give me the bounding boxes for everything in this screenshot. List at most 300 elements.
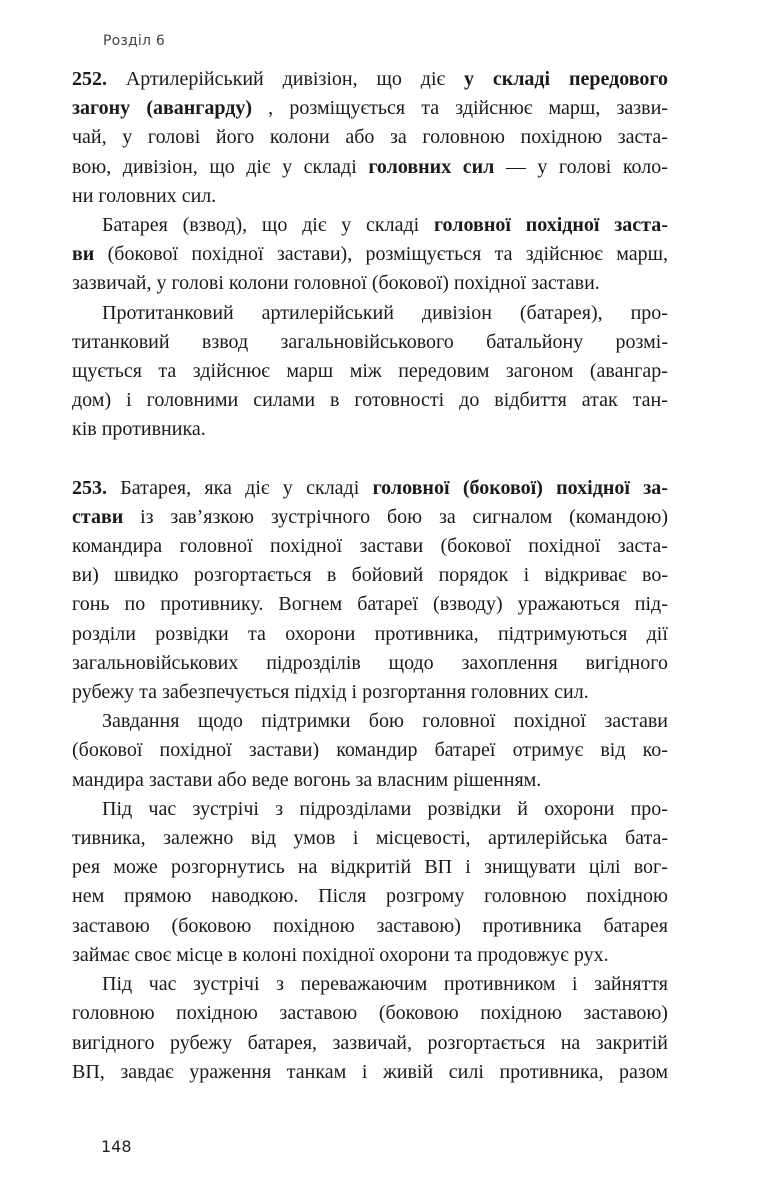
text-line	[72, 970, 668, 999]
word: похідної	[528, 535, 601, 558]
word: противника,	[499, 1060, 604, 1083]
word: наводкою.	[211, 885, 299, 908]
word: бою	[387, 505, 423, 528]
word: похідної	[453, 272, 532, 295]
word: похідної	[159, 739, 232, 762]
word: батарея	[603, 914, 668, 937]
word: здійснює	[192, 360, 270, 383]
word: дивізіон,	[282, 68, 358, 90]
word: (боковою	[171, 914, 252, 937]
word: ви)	[72, 564, 99, 587]
text-line	[72, 999, 668, 1028]
word: та	[494, 243, 513, 266]
word: силі	[448, 1060, 484, 1083]
word: заста-	[617, 535, 668, 558]
word: щується	[72, 360, 142, 383]
word: чай,	[72, 126, 107, 149]
word: батарея,	[247, 1031, 318, 1054]
word: голові	[558, 155, 612, 178]
word: що	[261, 214, 288, 237]
word: ВП	[424, 856, 453, 879]
word: ураження	[189, 1060, 272, 1083]
word: загону	[72, 97, 131, 120]
text-line	[72, 123, 668, 152]
word: і	[523, 564, 530, 587]
word: та	[158, 360, 177, 383]
word: або	[345, 126, 375, 149]
word: загоном	[505, 360, 574, 383]
paragraph	[72, 65, 668, 211]
text-line	[72, 211, 668, 240]
word: у	[463, 68, 474, 90]
word: Батарея	[102, 214, 168, 237]
word: і	[572, 973, 578, 996]
word: діє	[245, 476, 270, 499]
word: Артилерійський	[125, 68, 264, 90]
word: силами	[253, 389, 316, 412]
word: в	[330, 389, 340, 412]
word: (бокової	[72, 739, 143, 762]
text-line	[72, 357, 668, 386]
word: вогонь	[293, 768, 356, 791]
word: може	[113, 856, 158, 879]
word: головної	[422, 710, 496, 733]
text-line	[72, 649, 668, 678]
word: во-	[642, 564, 668, 587]
word: завдає	[120, 1060, 174, 1083]
word: й	[517, 797, 528, 820]
word: до	[459, 389, 480, 412]
word: отримує	[512, 739, 584, 762]
word: заста-	[617, 126, 668, 149]
word: противника	[482, 914, 582, 937]
running-head: Розділ 6	[103, 33, 165, 49]
word: і	[352, 827, 359, 850]
word: зазви-	[616, 97, 668, 120]
text-line	[72, 299, 668, 328]
word: в	[326, 564, 337, 587]
word: титанковий	[72, 330, 170, 353]
word: та	[421, 97, 440, 120]
word: розмі-	[615, 330, 668, 353]
text-line	[72, 912, 668, 941]
word: противником	[443, 973, 556, 996]
word: (авангарду)	[146, 97, 253, 120]
word: діє	[246, 155, 271, 178]
word: марш	[286, 360, 334, 383]
word: передовим	[398, 360, 490, 383]
word: та	[139, 681, 162, 704]
word: розміщується	[365, 243, 482, 266]
text-line	[72, 736, 668, 765]
word: Батарея,	[120, 476, 192, 499]
word: головних	[470, 681, 555, 704]
text-line	[72, 474, 668, 503]
paragraph-number: 252.	[72, 68, 107, 90]
text-line	[72, 766, 668, 795]
word: захоплення	[461, 651, 558, 674]
word: закритій	[595, 1031, 668, 1054]
word: командира	[72, 535, 163, 558]
word: нем	[72, 885, 105, 908]
word: противника.	[101, 418, 206, 441]
word: голові	[171, 272, 229, 295]
word: час	[148, 797, 177, 820]
word: похідною	[480, 1002, 562, 1025]
word: і	[465, 856, 471, 879]
word: на	[297, 856, 318, 879]
paragraph	[72, 795, 668, 970]
word: (взвод),	[182, 214, 248, 237]
word: похідної	[513, 710, 586, 733]
word: щодо	[388, 651, 434, 674]
word: похідної	[269, 535, 343, 558]
word: сил.	[181, 184, 217, 207]
word: знищувати	[483, 856, 576, 879]
word: головною	[484, 885, 567, 908]
word: охорони	[544, 797, 615, 820]
text-line	[72, 269, 668, 298]
word: веде	[251, 768, 294, 791]
word: ви	[72, 243, 95, 266]
word: відбиття	[494, 389, 567, 412]
text-line	[72, 386, 668, 415]
word: танкам	[286, 1060, 347, 1083]
text-line	[72, 882, 668, 911]
word: похідної	[556, 476, 630, 499]
word: власним	[377, 768, 454, 791]
word: застави	[604, 710, 668, 733]
word: діє	[302, 214, 327, 237]
page-number: 148	[101, 1137, 132, 1156]
word: похідною	[520, 126, 603, 149]
word: або	[217, 768, 252, 791]
word: швидко	[114, 564, 179, 587]
word: батареї	[357, 593, 419, 616]
word: головною	[422, 126, 505, 149]
word: за-	[643, 476, 668, 499]
word: під-	[634, 593, 668, 616]
word: заста-	[614, 214, 668, 237]
word: ко-	[642, 739, 668, 762]
word: розгрому	[385, 885, 465, 908]
word: головних	[368, 155, 452, 178]
word: зустрічі	[193, 973, 260, 996]
word: (бокової)	[462, 476, 543, 499]
word: зазвичай,	[72, 272, 157, 295]
word: командир	[336, 739, 418, 762]
word: заставою	[279, 1002, 358, 1025]
word: ни	[72, 184, 99, 207]
word: діє	[420, 68, 446, 90]
word: ВП,	[72, 1060, 105, 1083]
text-line	[72, 240, 668, 269]
word: взвод	[201, 330, 249, 353]
word: —	[505, 155, 526, 178]
word: (командою)	[569, 505, 668, 528]
word: підрозділів	[266, 651, 361, 674]
word: між	[349, 360, 382, 383]
text-line	[72, 707, 668, 736]
text-line	[72, 94, 668, 123]
word: та	[248, 622, 266, 645]
word: за	[355, 768, 378, 791]
word: готовності	[354, 389, 445, 412]
word: сигналом	[472, 505, 553, 528]
word: складі	[366, 214, 420, 237]
word: зав’язкою	[170, 505, 254, 528]
word: (взводу)	[433, 593, 503, 616]
text-line	[72, 561, 668, 590]
word: зустрічного	[270, 505, 371, 528]
word: рубежу	[72, 681, 140, 704]
word: тан-	[632, 389, 668, 412]
word: артилерійський	[261, 301, 394, 324]
word: і	[361, 1060, 368, 1083]
word: противника,	[374, 622, 479, 645]
word: залежно	[163, 827, 234, 850]
word: бойовий	[351, 564, 424, 587]
word: заставою)	[583, 1002, 668, 1025]
word: гонь	[72, 593, 110, 616]
word: час	[148, 973, 177, 996]
word: заставою)	[376, 914, 461, 937]
word: Під	[102, 973, 133, 996]
word: підхід	[294, 681, 352, 704]
word: відкриває	[544, 564, 627, 587]
text-line	[72, 532, 668, 561]
word: ,	[268, 97, 274, 120]
word: своє	[134, 943, 177, 966]
word: колоні	[242, 943, 303, 966]
word: похідної	[302, 943, 380, 966]
word: застави)	[248, 739, 320, 762]
word: у	[341, 214, 352, 237]
word: застави),	[276, 243, 353, 266]
word: (боковою	[378, 1002, 459, 1025]
word: продовжує	[477, 943, 574, 966]
word: із	[140, 505, 154, 528]
word: дивізіон,	[122, 155, 198, 178]
word: Під	[102, 797, 133, 820]
word: зайняття	[594, 973, 668, 996]
word: сил.	[554, 681, 589, 704]
word: з	[276, 973, 284, 996]
word: уражаються	[517, 593, 620, 616]
word: його	[215, 126, 255, 149]
word: атак	[581, 389, 618, 412]
word: разом	[619, 1060, 668, 1083]
word: охорони	[285, 622, 356, 645]
word: (бокової	[107, 243, 179, 266]
word: стави	[72, 505, 124, 528]
word: прямою	[124, 885, 192, 908]
word: загальновійськових	[72, 651, 239, 674]
word: вигідного	[585, 651, 668, 674]
word: умов	[293, 827, 336, 850]
word: розвідки	[427, 797, 502, 820]
word: (батарея),	[519, 301, 603, 324]
word: похідною	[586, 885, 668, 908]
text-line	[72, 1058, 668, 1087]
word: у	[537, 155, 548, 178]
word: розгортання	[362, 681, 471, 704]
word: похідною	[176, 1002, 258, 1025]
word: головної	[179, 535, 253, 558]
word: підтримуються	[497, 622, 628, 645]
word: за	[438, 505, 456, 528]
text-line	[72, 590, 668, 619]
word: головними	[146, 389, 239, 412]
word: Після	[318, 885, 367, 908]
word: тивника,	[72, 827, 146, 850]
word: від	[600, 739, 626, 762]
word: у	[156, 272, 172, 295]
word: що	[209, 155, 235, 178]
word: Завдання	[102, 710, 180, 733]
word: артилерійська	[488, 827, 608, 850]
body-text	[72, 65, 668, 1087]
word: ків	[72, 418, 102, 441]
paragraph-number: 253.	[72, 476, 107, 499]
text-line	[72, 65, 668, 94]
word: підрозділами	[299, 797, 412, 820]
word: місце	[176, 943, 228, 966]
word: батареї	[434, 739, 496, 762]
word: складі	[492, 68, 551, 90]
paragraph	[72, 474, 668, 708]
word: батальйону	[486, 330, 584, 353]
text-line	[72, 182, 668, 211]
word: живій	[382, 1060, 434, 1083]
word: від	[250, 827, 277, 850]
word: загальновійськового	[280, 330, 454, 353]
text-line	[72, 853, 668, 882]
text-line	[72, 678, 668, 707]
word: марш,	[548, 97, 601, 120]
text-line	[72, 1029, 668, 1058]
word: що	[376, 68, 402, 90]
word: і	[351, 681, 363, 704]
word: головної	[433, 214, 511, 237]
word: розгортається	[193, 564, 312, 587]
word: по	[124, 593, 146, 616]
text-line	[72, 503, 668, 532]
word: (бокової	[440, 535, 511, 558]
word: дом)	[72, 389, 112, 412]
text-line	[72, 328, 668, 357]
text-line	[72, 153, 668, 182]
paragraph	[72, 299, 668, 445]
word: на	[560, 1031, 581, 1054]
word: підтримки	[261, 710, 351, 733]
word: бою	[368, 710, 404, 733]
word: розгорнутись	[170, 856, 285, 879]
word: порядок	[438, 564, 509, 587]
word: вигідного	[72, 1031, 155, 1054]
word: складі	[306, 476, 360, 499]
text-line	[72, 620, 668, 649]
word: про-	[630, 301, 668, 324]
word: за	[390, 126, 407, 149]
text-line	[72, 941, 668, 970]
word: розміщується	[289, 97, 406, 120]
word: вог-	[633, 856, 668, 879]
word: у	[282, 155, 293, 178]
word: цілі	[588, 856, 621, 879]
word: здійснює	[455, 97, 533, 120]
section-gap	[72, 445, 668, 474]
word: застави.	[531, 272, 600, 295]
word: зустрічі	[192, 797, 259, 820]
word: похідної	[191, 243, 264, 266]
word: відкритій	[330, 856, 412, 879]
word: застави	[148, 768, 218, 791]
word: противнику.	[160, 593, 264, 616]
word: в	[227, 943, 243, 966]
word: розвідки	[155, 622, 229, 645]
word: Протитанковий	[102, 301, 234, 324]
word: про-	[630, 797, 668, 820]
paragraph	[72, 707, 668, 795]
word: здійснює	[525, 243, 603, 266]
word: головної	[372, 476, 450, 499]
word: дії	[646, 622, 668, 645]
word: і	[126, 389, 132, 412]
word: займає	[72, 943, 135, 966]
word: колони	[228, 272, 294, 295]
word: розділи	[72, 622, 136, 645]
word: рішенням.	[453, 768, 542, 791]
word: рух.	[573, 943, 609, 966]
word: яка	[204, 476, 232, 499]
word: коло-	[622, 155, 668, 178]
word: місцевості,	[375, 827, 471, 850]
word: головних	[98, 184, 182, 207]
word: вою,	[72, 155, 112, 178]
word: колони	[269, 126, 330, 149]
word: у	[122, 126, 133, 149]
text-line	[72, 795, 668, 824]
word: передового	[568, 68, 668, 90]
word: дивізіон	[421, 301, 492, 324]
word: застави	[359, 535, 424, 558]
word: (бокової)	[371, 272, 454, 295]
word: заставою	[72, 914, 150, 937]
word: складі	[303, 155, 357, 178]
word: голові	[147, 126, 201, 149]
word: сил	[462, 155, 495, 178]
word: головної	[293, 272, 372, 295]
word: Вогнем	[278, 593, 343, 616]
word: та	[454, 943, 478, 966]
paragraph	[72, 970, 668, 1087]
word: марш,	[616, 243, 668, 266]
text-line	[72, 824, 668, 853]
word: зазвичай,	[332, 1031, 412, 1054]
word: охорони	[379, 943, 455, 966]
paragraph	[72, 211, 668, 299]
text-line	[72, 415, 668, 444]
word: мандира	[72, 768, 149, 791]
word: щодо	[197, 710, 243, 733]
word: похідної	[525, 214, 600, 237]
word: бата-	[624, 827, 668, 850]
word: забезпечується	[161, 681, 295, 704]
word: головною	[72, 1002, 155, 1025]
word: у	[282, 476, 293, 499]
word: рея	[72, 856, 101, 879]
